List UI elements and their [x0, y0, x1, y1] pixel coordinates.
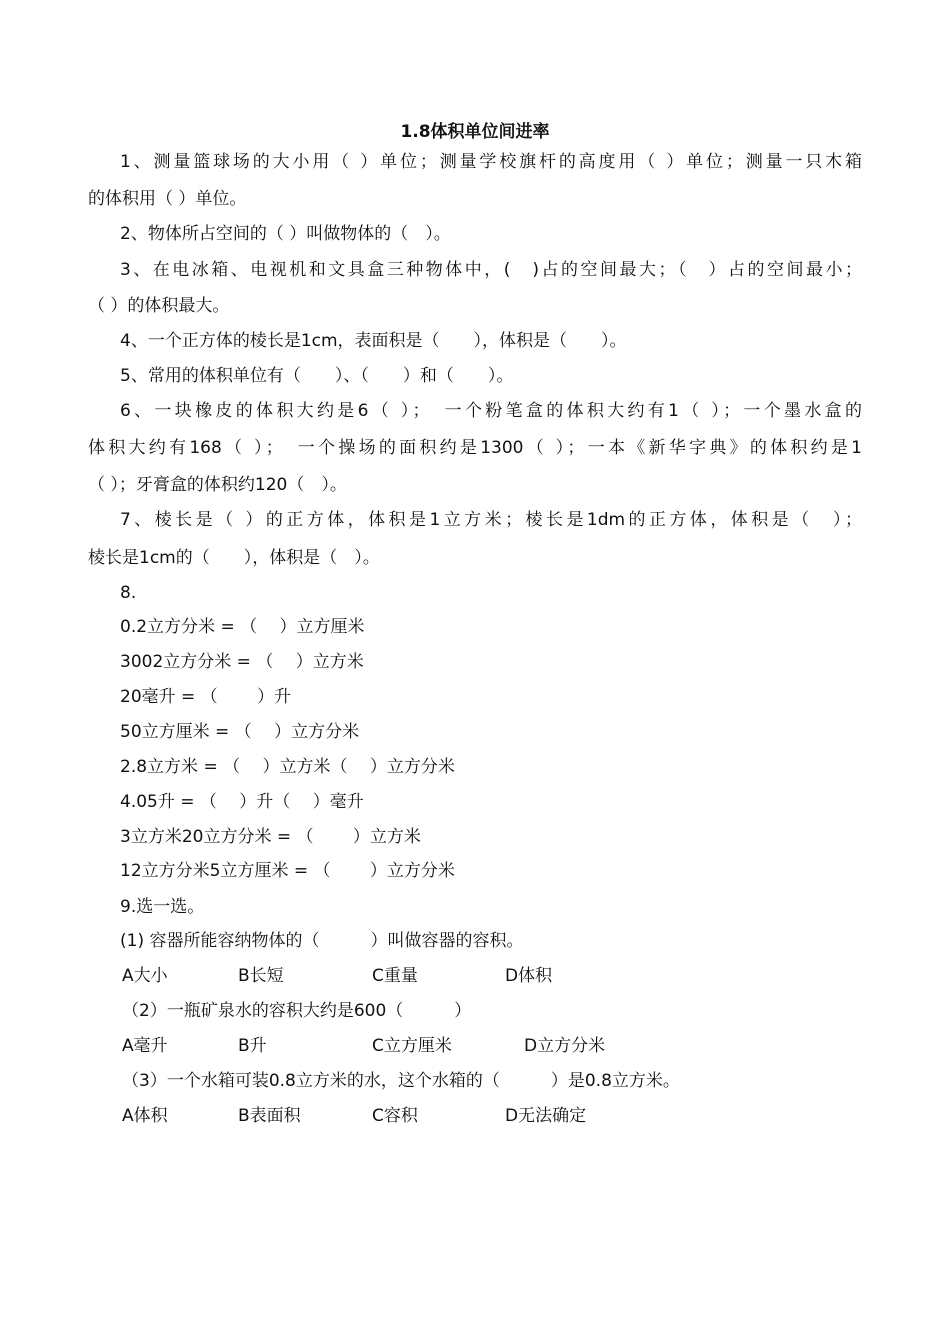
option-c: C重量	[372, 966, 418, 986]
conversion-item: 3002立方分米 = （ ）立方米	[120, 652, 364, 672]
option-d: D无法确定	[505, 1106, 587, 1126]
page-title: 1.8体积单位间进率	[400, 122, 550, 142]
question-3-line-2: （ ）的体积最大。	[88, 296, 230, 316]
option-c: C容积	[372, 1106, 418, 1126]
conversion-item: 2.8立方米 = （ ）立方米（ ）立方分米	[120, 757, 455, 777]
choice-question-2: （2）一瓶矿泉水的容积大约是600（ ）	[122, 1001, 472, 1021]
question-8-heading: 8.	[120, 583, 137, 603]
question-9-heading: 9.选一选。	[120, 897, 205, 917]
question-2: 2、物体所占空间的（ ）叫做物体的（ ）。	[120, 224, 451, 244]
question-1-line-1: 1、测量篮球场的大小用（ ）单位；测量学校旗杆的高度用（ ）单位；测量一只木箱	[120, 152, 862, 172]
question-6-line-2: 体积大约有168（ ）； 一个操场的面积约是1300（ ）；一本《新华字典》的体积约是1	[88, 438, 862, 458]
conversion-item: 50立方厘米 = （ ）立方分米	[120, 722, 360, 742]
option-d: D体积	[505, 966, 553, 986]
question-3-line-1: 3、在电冰箱、电视机和文具盒三种物体中，( )占的空间最大；（ ）占的空间最小；	[120, 260, 862, 280]
option-d: D立方分米	[524, 1036, 606, 1056]
option-b: B表面积	[238, 1106, 301, 1126]
question-7-line-1: 7、棱长是（ ）的正方体，体积是1立方米；棱长是1dm的正方体，体积是（ ）；	[120, 510, 862, 530]
question-5: 5、常用的体积单位有（ ）、（ ）和（ ）。	[120, 366, 514, 386]
option-b: B长短	[238, 966, 284, 986]
option-b: B升	[238, 1036, 267, 1056]
option-c: C立方厘米	[372, 1036, 452, 1056]
option-a: A体积	[122, 1106, 168, 1126]
option-a: A大小	[122, 966, 168, 986]
choice-question-1: (1) 容器所能容纳物体的（ ）叫做容器的容积。	[120, 931, 524, 951]
question-1-line-2: 的体积用（ ）单位。	[88, 189, 247, 209]
option-a: A毫升	[122, 1036, 168, 1056]
conversion-item: 0.2立方分米 = （ ）立方厘米	[120, 617, 365, 637]
conversion-item: 20毫升 = （ ）升	[120, 687, 292, 707]
question-6-line-3: （ ）；牙膏盒的体积约120（ ）。	[88, 475, 347, 495]
question-4: 4、一个正方体的棱长是1cm，表面积是（ ），体积是（ ）。	[120, 331, 627, 351]
conversion-item: 12立方分米5立方厘米 = （ ）立方分米	[120, 861, 455, 881]
question-7-line-2: 棱长是1cm的（ ），体积是（ ）。	[88, 548, 380, 568]
choice-question-3: （3）一个水箱可装0.8立方米的水，这个水箱的（ ）是0.8立方米。	[122, 1071, 680, 1091]
conversion-item: 4.05升 = （ ）升（ ）毫升	[120, 792, 364, 812]
conversion-item: 3立方米20立方分米 = （ ）立方米	[120, 827, 421, 847]
question-6-line-1: 6、一块橡皮的体积大约是6（ ）； 一个粉笔盒的体积大约有1（ ）；一个墨水盒的	[120, 401, 862, 421]
